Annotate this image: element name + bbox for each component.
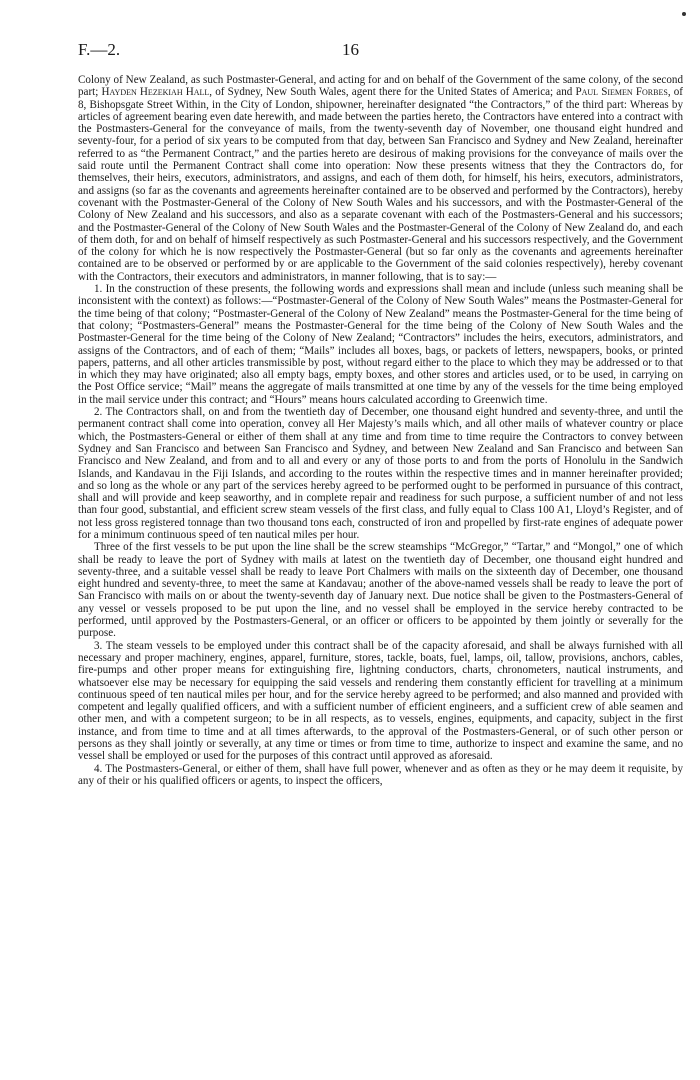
paragraph-clause-2: 2. The Contractors shall, on and from the twentieth day of December, one thousand eight hundred and seventy-three, and until the permanent contract shall come into operation, convey all Her Majesty’s mails which, and all other mails of whatever country or place which, the Postmasters-General or either of them shall at any time and from time to time require the Contractors to convey between Sydney and San Francisco and between San Francisco and Sydney, and between New Zealand and San Francisco and between San Francisco and New Zealand, and from and to all and every or any of those ports to and from the ports of Honolulu in the Sandwich Islands, and Kandavau in the Fiji Islands, and according to the routes within the respective times and in manner hereinafter provided; and so long as the whole or any part of the services hereby agreed to be performed ought to be performed in pursuance of this contract, shall and will provide and keep seaworthy, and in complete repair and readiness for such purpose, a sufficient number of and not less than four good, substantial, and efficient screw steam vessels of the first class, and fully equal to Class 100 A1, Lloyd’s Register, and of not less gross registered tonnage than two thousand tons each, constructed of iron and propelled by first-rate engines of adequate power for a minimum continuous speed of ten nautical miles per hour. xyxy=(78,406,683,541)
paragraph-preamble xyxy=(78,74,683,283)
preamble-part-3: of 8, Bishopsgate Street Within, in the City of London, shipowner, hereinafter designated “the Contractors,” of the third part: Whereas by articles of agreement bearing even date herewith, and made between the parties hereto, the Contractors have entered into a contract with the Postmasters-General for the conveyance of mails, from the twenty-seventh day of November, one thousand eight hundred and seventy-four, for a period of six years to be computed from that day, between San Francisco and Sydney and New Zealand, hereinafter referred to as “the Permanent Contract,” and the parties hereto are desirous of making provisions for the conveyance of mails over the said route until the Permanent Contract shall come into operation: Now these presents witness that they the Contractors do, for themselves, their heirs, executors, administrators, and assigns, and each of them doth, for himself, his heirs, executors, administrators, and assigns (so far as the covenants and agreements hereinafter contained are to be observed and performed by the Contractors), hereby covenant with the Postmaster-General of the Colony of New South Wales and his successors, and with the Postmaster-General of the Colony of New Zealand and his successors, and also as a separate covenant with each of the Postmasters-General and his successors; and the Postmaster-General of the Colony of New South Wales and the Postmaster-General of the Colony of New Zealand do, and each of them doth, for and on behalf of himself respectively as such Postmaster-General and his successors respectively, and the Government of the colony for which he is now respectively the Postmaster-General (but so far only as the covenants and agreements hereinafter contained are to be observed or performed by or are applicable to the Government of the said colonies respectively), hereby covenant with the Contractors, their executors and administrators, in manner following, that is to say:— xyxy=(78,86,683,283)
body-text xyxy=(78,74,683,787)
party-name-forbes: Paul Siemen Forbes, xyxy=(575,86,671,99)
party-name-hall: Hayden Hezekiah Hall, xyxy=(101,86,213,99)
paragraph-clause-1: 1. In the construction of these presents, the following words and expressions shall mean and include (unless such meaning shall be inconsistent with the context) as follows:—“Postmaster-General of the Colony of New South Wales” means the Postmaster-General for the time being of that colony; “Postmaster-General of the Colony of New Zealand” means the Postmaster-General for the time being of that colony; “Postmasters-General” means the Postmaster-General for the time being of the Colony of New South Wales and the Postmaster-General for the time being of the Colony of New Zealand; “Contractors” includes the heirs, executors, administrators, and assigns of the Contractors, and of each of them; “Mails” includes all boxes, bags, or packets of letters, newspapers, books, or printed papers, patterns, and all other articles transmissible by post, without regard either to the place to which they may be addressed or to that in which they may have originated; also all empty bags, empty boxes, and other stores and articles used, or to be used, in carrying on the Post Office service; “Mail” means the aggregate of mails transmitted at one time by any of the vessels for the time being employed in the mail service under this contract; and “Hours” means hours calculated according to Greenwich time. xyxy=(78,283,683,406)
paragraph-clause-3: 3. The steam vessels to be employed under this contract shall be of the capacity aforesaid, and shall be always furnished with all necessary and proper machinery, engines, apparel, furniture, stores, tackle, boats, fuel, lamps, oil, tallow, provisions, anchors, cables, fire-pumps and other proper means for extinguishing fire, lightning conductors, charts, chronometers, nautical instruments, and whatsoever else may be necessary for equipping the said vessels and rendering them constantly efficient for travelling at a minimum continuous speed of ten nautical miles per hour, and for the service hereby agreed to be performed; and also manned and provided with competent and legally qualified officers, and with a sufficient number of efficient engineers, and a sufficient crew of able seamen and other men, and with a competent surgeon; to be in all respects, as to vessels, engines, equipments, and capacity, subject in the first instance, and from time to time and at all times afterwards, to the approval of the Postmasters-General, or of such other person or persons as they shall jointly or severally, at any time or times or from time to time, authorize to inspect and examine the same, and no vessel shall be employed or used for the purposes of this contract until approved as aforesaid. xyxy=(78,639,683,763)
preamble-part-1: Colony of New Zealand, as such Postmaster-General, and acting for and on behalf of the Government of the same colony, of the second part; xyxy=(78,74,683,99)
paragraph-clause-4: 4. The Postmasters-General, or either of them, shall have full power, whenever and as often as they or he may deem it requisite, by any of their or his qualified officers or agents, to inspect the officers, xyxy=(78,762,683,787)
corner-mark xyxy=(682,12,686,16)
paragraph-clause-2-vessels: Three of the first vessels to be put upon the line shall be the screw steamships “McGregor,” “Tartar,” and “Mongol,” one of which shall be ready to leave the port of Sydney with mails at latest on the twentieth day of December, one thousand eight hundred and seventy-three, and a suitable vessel shall be ready to leave Port Chalmers with mails on the sixteenth day of December, one thousand eight hundred and seventy-three, to meet the same at Kandavau; another of the above-named vessels shall be ready to leave the port of San Francisco with mails on or about the twenty-seventh day of January next. Due notice shall be given to the Postmasters-General of any vessel or vessels proposed to be put upon the line, and no vessel shall be employed in the service hereby contracted to be performed, until approved by the Postmasters-General, or an officer or officers to be appointed by them jointly or severally for the purpose. xyxy=(78,541,683,640)
preamble-part-2: of Sydney, New South Wales, agent there for the United States of America; and xyxy=(215,86,573,99)
page-reference: F.—2. xyxy=(78,40,121,59)
page-number: 16 xyxy=(342,40,359,59)
page-header xyxy=(78,40,676,64)
